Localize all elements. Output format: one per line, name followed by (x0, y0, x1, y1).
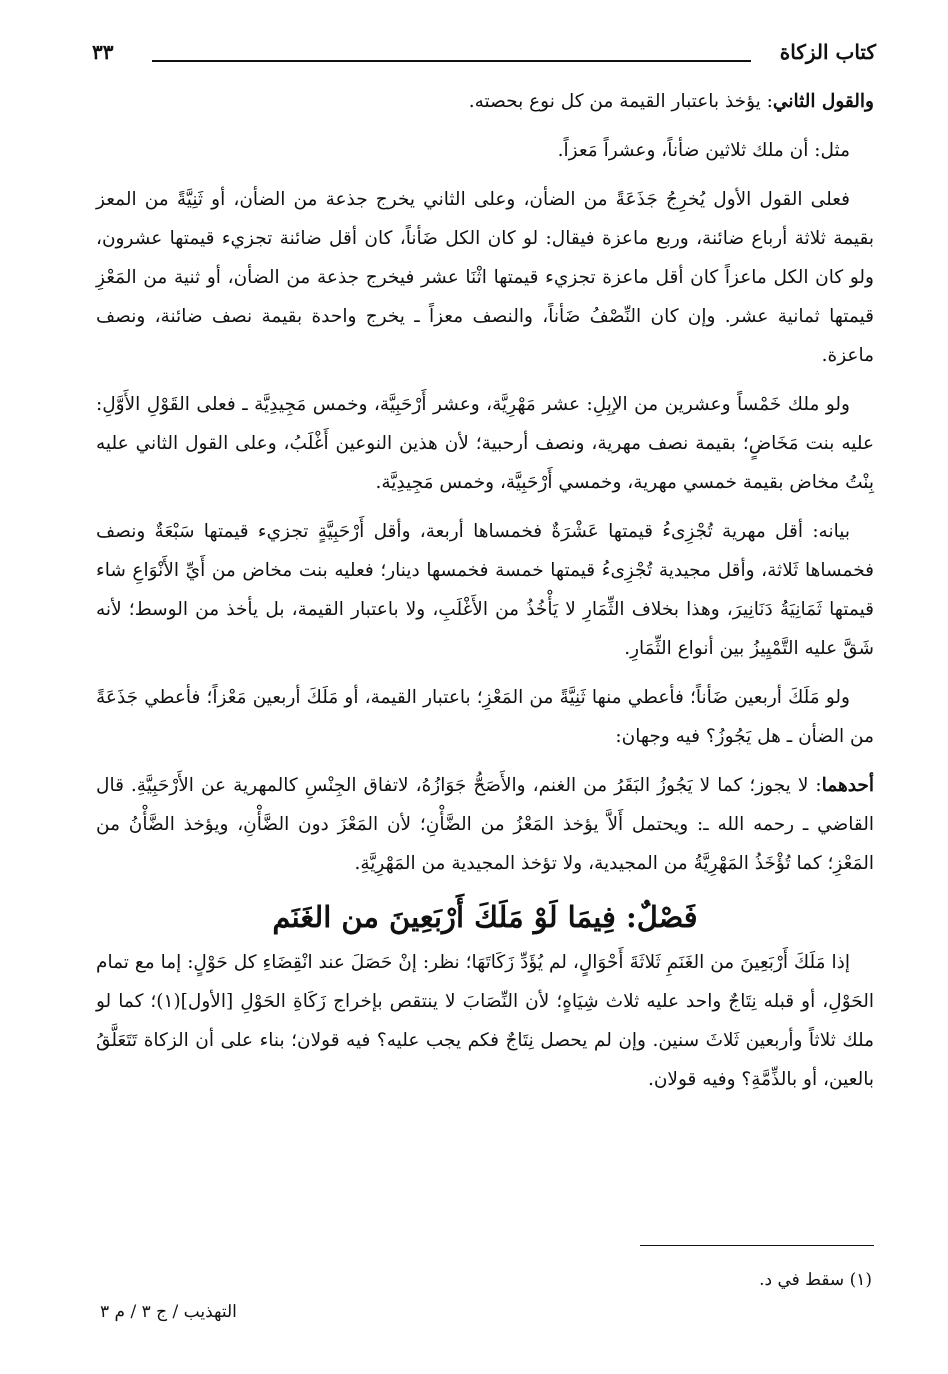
paragraph-text: : لا يجوز؛ كما لا يَجُوزُ البَقَرُ من الغنم، والأَصَحُّ جَوَازُهُ، لاتفاق الجِنْسِ كالمهرية عن الأَرْحَبِيَّةِ. قال القاضي ـ رحمه الله ـ: ويحتمل أَلاَّ يؤخذ المَعْزُ من الضَّأْنِ؛ لأن المَعْزَ دون الضَّأْنِ، ويؤخذ الضَّأْنُ من المَعْزِ؛ كما تُؤْخَذُ المَهْرِيَّةُ من المجيدية، ولا تؤخذ المجيدية من المَهْرِيَّةِ. (96, 775, 874, 874)
header-rule (152, 60, 751, 62)
printer-signature: التهذيب / ج ٣ / م ٣ (100, 1302, 237, 1322)
paragraph (96, 131, 874, 170)
paragraph-text: إذا مَلَكَ أَرْبَعِينَ من الغَنَمِ ثَلاثَةَ أَحْوَالٍ، لم يُؤَدِّ زَكَاتَهَا؛ نظر: إنْ حَصَلَ عند انْقِضَاءِ كل حَوْلٍ: إما مع تمام الحَوْلِ، أو قبله نِتَاجٌ واحد عليه ثلاث شِيَاهٍ؛ لأن النِّصَابَ لا ينتقص بإخراج زَكَاةِ الحَوْلِ [الأول](١)؛ كما لو ملك ثلاثاً وأربعين ثَلاثَ سنين. وإن لم يحصل نِتَاجٌ فكم يجب عليه؟ فيه قولان؛ بناء على أن الزكاة تَتَعَلَّقُ بالعين، أو بالذِّمَّةِ؟ وفيه قولان. (96, 952, 874, 1090)
running-header (92, 40, 876, 80)
main-text (96, 82, 874, 1099)
paragraph-text: مثل: أن ملك ثلاثين ضأناً، وعشراً مَعزاً. (557, 140, 850, 161)
paragraph (96, 82, 874, 121)
paragraph-text: : يؤخذ باعتبار القيمة من كل نوع بحصته. (468, 91, 773, 112)
section-paragraph (96, 943, 874, 1099)
paragraph (96, 512, 874, 668)
paragraph-lead: أحدهما (821, 775, 874, 796)
paragraph-text: بيانه: أقل مهرية تُجْزِىءُ قيمتها عَشْرَةٌ فخمساها أربعة، وأقل أَرْحَبِيَّةٍ تجزيء قيمتها سَبْعَةٌ ونصف فخمساها ثَلاثة، وأقل مجيدية تُجْزِىءُ قيمتها خمسة فخمسها دينار؛ فعليه بنت مخاض من أَيِّ الأَنْوَاعِ شاء قيمتها ثَمَانِيَةُ دَنَانِيرَ، وهذا بخلاف الثِّمَارِ لا يَأْخُذُ من الأَغْلَبِ، ولا باعتبار القيمة، بل يأخذ من الوسط؛ لأنه شَقَّ عليه التَّمْيِيزُ بين أنواع الثِّمَارِ. (96, 521, 874, 659)
paragraph (96, 180, 874, 375)
running-header-title: كتاب الزكاة (779, 40, 876, 64)
section-heading: فَصْلٌ: فِيمَا لَوْ مَلَكَ أَرْبَعِينَ من الغَنَم (272, 900, 698, 934)
paragraph-text: ولو مَلَكَ أربعين ضَأناً؛ فأعطي منها ثَنِيَّةً من المَعْزِ؛ باعتبار القيمة، أو مَلَكَ أربعين مَعْزاً؛ فأعطي جَذَعَةً من الضأن ـ هل يَجُوزُ؟ فيه وجهان: (96, 687, 874, 747)
paragraph (96, 385, 874, 502)
paragraph-lead: والقول الثاني (772, 91, 874, 112)
paragraph (96, 678, 874, 756)
page-number: ٣٣ (92, 40, 114, 64)
footnote: (١) سقط في د. (759, 1270, 872, 1290)
paragraph (96, 766, 874, 883)
footnote-rule (640, 1245, 874, 1246)
paragraph-text: فعلى القول الأول يُخرِجُ جَذَعَةً من الضأن، وعلى الثاني يخرج جذعة من الضأن، أو ثَنِيَّةً من المعز بقيمة ثلاثة أرباع ضائنة، وربع ماعزة فيقال: لو كان الكل ضَأناً، كان أقل ضائنة تجزيء قيمتها عشرون، ولو كان الكل ماعزاً كان أقل ماعزة تجزيء قيمتها اثْنَا عشر فيخرج جذعة من الضأن، أو ثنية من المَعْزِ قيمتها ثمانية عشر. وإن كان النِّصْفُ ضَأناً، والنصف معزاً ـ يخرج واحدة بقيمة نصف ضائنة، ونصف ماعزة. (96, 189, 874, 366)
paragraph-text: ولو ملك خَمْساً وعشرين من الإبِلِ: عشر مَهْرِيَّة، وعشر أَرْحَبِيَّة، وخمس مَجِيدِيَّة ـ فعلى القَوْلِ الأَوَّلِ: عليه بنت مَخَاضٍ؛ بقيمة نصف مهرية، ونصف أرحبية؛ لأن هذين النوعين أَغْلَبُ، وعلى القول الثاني عليه بِنْتُ مخاض بقيمة خمسي مهرية، وخمسي أَرْحَبِيَّة، وخمس مَجِيدِيَّة. (96, 394, 874, 493)
